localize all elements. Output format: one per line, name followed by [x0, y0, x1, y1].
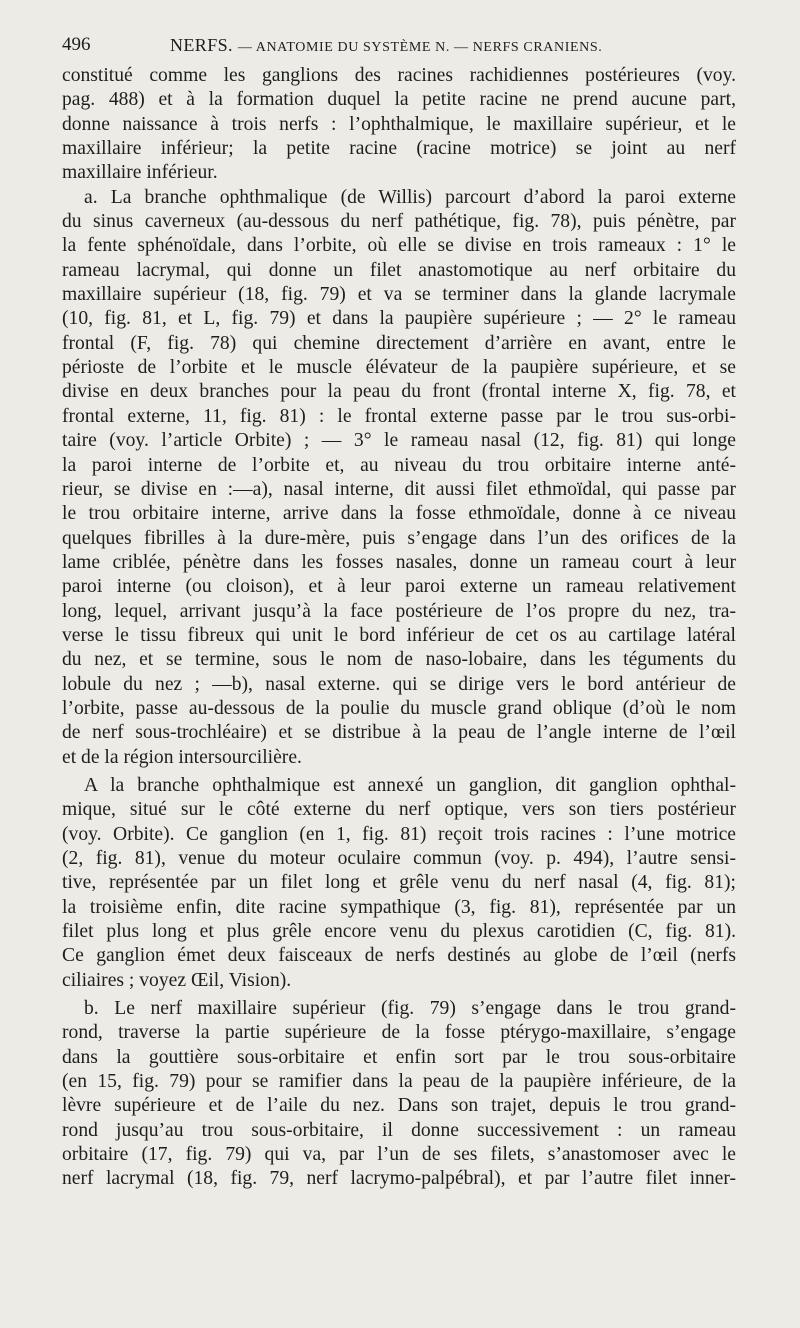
text-line: maxillaire supérieur (18, fig. 79) et va se terminer dans la glande lacrymale — [62, 284, 736, 306]
text-line: Ce ganglion émet deux faisceaux de nerfs destinés au globe de l’œil (nerfs — [62, 945, 736, 967]
text-line: frontal externe, 11, fig. 81) : le frontal externe passe par le trou sus-orbi- — [62, 405, 736, 427]
text-line: de nerf sous-trochléaire) et se distribue à la peau de l’angle interne de l’œil — [62, 722, 736, 744]
text-line: (en 15, fig. 79) pour se ramifier dans la peau de la paupière inférieure, de la — [62, 1071, 736, 1093]
text-line: divise en deux branches pour la peau du front (frontal interne X, fig. 78, et — [62, 381, 736, 403]
running-head-sub: — ANATOMIE DU SYSTÈME N. — NERFS CRANIENS. — [237, 40, 603, 55]
text-line: constitué comme les ganglions des racines rachidiennes postérieures (voy. — [62, 65, 736, 86]
text-line: le trou orbitaire interne, arrive dans la fosse ethmoïdale, donne à ce niveau — [62, 503, 736, 525]
text-line: paroi interne (ou cloison), et à leur paroi externe un rameau relativement — [62, 576, 736, 598]
text-line: lobule du nez ; —b), nasal externe. qui se dirige vers le bord antérieur de — [62, 673, 736, 695]
running-head-main: NERFS. — [170, 35, 233, 55]
text-line: A la branche ophthalmique est annexé un ganglion, dit ganglion ophthal- — [84, 774, 736, 796]
running-head — [170, 35, 602, 56]
text-line: l’orbite, passe au-dessous de la poulie du muscle grand oblique (d’où le nom — [62, 697, 736, 719]
text-line: long, lequel, arrivant jusqu’à la face postérieure de l’os propre du nez, tra- — [62, 600, 736, 622]
text-line: donne naissance à trois nerfs : l’ophthalmique, le maxillaire supérieur, et le — [62, 113, 736, 135]
text-line: rameau lacrymal, qui donne un filet anastomotique au nerf orbitaire du — [62, 259, 736, 281]
text-line: maxillaire inférieur; la petite racine (racine motrice) se joint au nerf — [62, 138, 736, 160]
text-line: orbitaire (17, fig. 79) qui va, par l’un de ses filets, s’anastomoser avec le — [62, 1144, 736, 1166]
text-line: tive, représentée par un filet long et grêle venu du nerf nasal (4, fig. 81); — [62, 872, 736, 894]
text-line: rond, traverse la partie supérieure de la fosse ptérygo-maxillaire, s’engage — [62, 1022, 736, 1044]
text-line: maxillaire inférieur. — [62, 162, 218, 184]
text-line: du sinus caverneux (au-dessous du nerf pathétique, fig. 78), puis pénètre, par — [62, 211, 736, 233]
text-line: a. La branche ophthmalique (de Willis) parcourt d’abord la paroi externe — [84, 186, 736, 208]
body-text — [62, 64, 736, 1192]
text-line: rieur, se divise en :—a), nasal interne, dit aussi filet ethmoïdal, qui passe par — [62, 478, 736, 500]
text-line: du nez, et se termine, sous le nom de naso-lobaire, dans les téguments du — [62, 649, 736, 671]
text-line: taire (voy. l’article Orbite) ; — 3° le rameau nasal (12, fig. 81) qui longe — [62, 430, 736, 452]
text-line: dans la gouttière sous-orbitaire et enfin sort par le trou sous-orbitaire — [62, 1046, 736, 1068]
text-line: (voy. Orbite). Ce ganglion (en 1, fig. 81) reçoit trois racines : l’une motrice — [62, 823, 736, 845]
text-line: la troisième enfin, dite racine sympathique (3, fig. 81), représentée par un — [62, 896, 736, 918]
text-line: rond jusqu’au trou sous-orbitaire, il donne successivement : un rameau — [62, 1119, 736, 1141]
text-line: et de la région intersourcilière. — [62, 746, 302, 768]
text-line: nerf lacrymal (18, fig. 79, nerf lacrymo-palpébral), et par l’autre filet inner- — [62, 1168, 736, 1190]
text-line: frontal (F, fig. 78) qui chemine directement d’arrière en avant, entre le — [62, 332, 736, 354]
text-line: lame criblée, pénètre dans les fosses nasales, donne un rameau court à leur — [62, 551, 736, 573]
text-line: (2, fig. 81), venue du moteur oculaire commun (voy. p. 494), l’autre sensi- — [62, 848, 736, 869]
text-line: mique, situé sur le côté externe du nerf optique, vers son tiers postérieur — [62, 799, 736, 821]
text-line: pag. 488) et à la formation duquel la petite racine ne prend aucune part, — [62, 89, 736, 111]
text-line: ciliaires ; voyez Œil, Vision). — [62, 969, 292, 991]
text-line: b. Le nerf maxillaire supérieur (fig. 79) s’engage dans le trou grand- — [84, 998, 736, 1020]
page-header — [62, 34, 736, 58]
text-line: la fente sphénoïdale, dans l’orbite, où elle se divise en trois rameaux : 1° le — [62, 235, 736, 257]
text-line: verse le tissu fibreux qui unit le bord inférieur de cet os au cartilage latéral — [62, 624, 736, 646]
text-line: filet plus long et plus grêle encore venu du plexus carotidien (C, fig. 81). — [62, 921, 736, 943]
text-line: périoste de l’orbite et le muscle élévateur de la paupière supérieure, et se — [62, 357, 736, 379]
text-line: quelques fibrilles à la dure-mère, puis s’engage dans l’un des orifices de la — [62, 527, 736, 549]
text-line: (10, fig. 81, et L, fig. 79) et dans la paupière supérieure ; — 2° le rameau — [62, 308, 736, 330]
text-line: la paroi interne de l’orbite et, au niveau du trou orbitaire interne anté- — [62, 454, 736, 476]
text-line: lèvre supérieure et de l’aile du nez. Dans son trajet, depuis le trou grand- — [62, 1095, 736, 1117]
page-number: 496 — [62, 34, 91, 55]
